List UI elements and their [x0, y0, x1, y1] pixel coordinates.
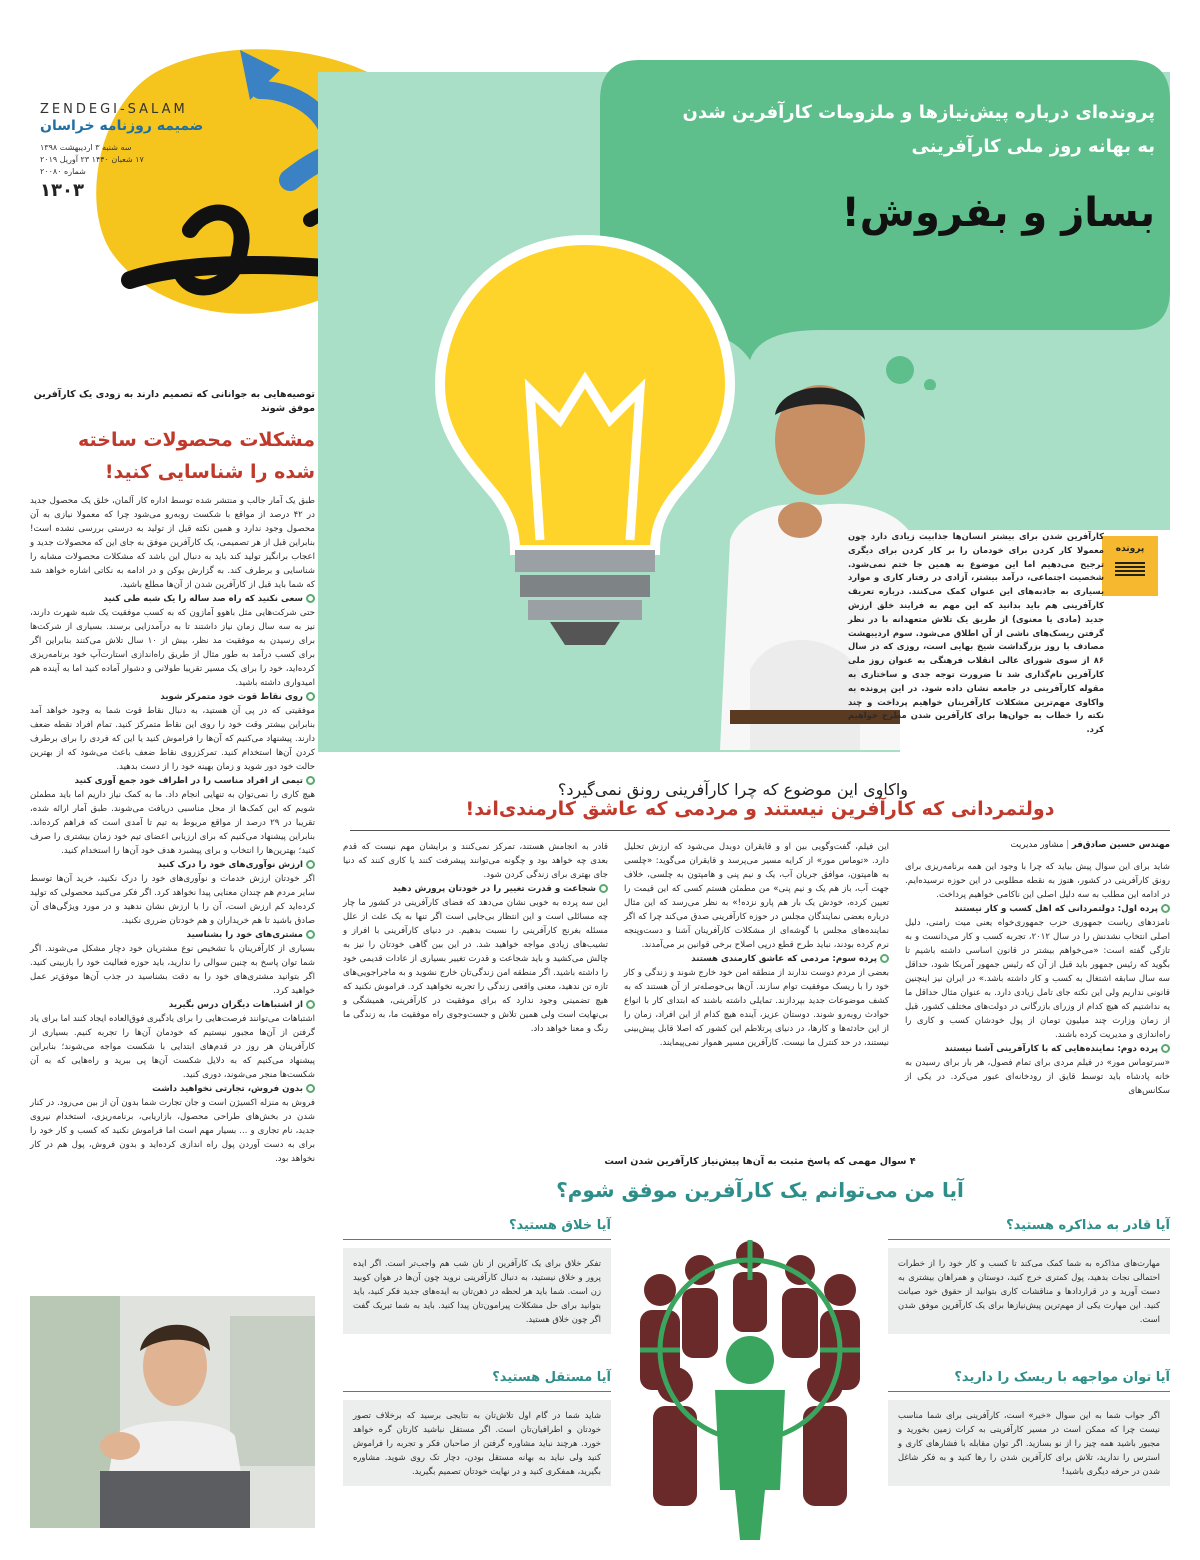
middle-col-1-body-2: «سرتوماس مور» در فیلم مردی برای تمام فصول، هر بار برای رسیدن به خانه پادشاه باید توسط قایق از رودخانه‌ای عبور می‌کرد. در یکی از سکانس‌های: [905, 1058, 1170, 1096]
questions-title: آیا من می‌توانم یک کارآفرین موفق شوم؟: [556, 1178, 964, 1202]
question-4: [343, 1370, 611, 1486]
left-section-head: [30, 592, 315, 606]
byline: مهندس حسین صادق‌فر | مشاور مدیریت: [1010, 840, 1170, 850]
question-2-answer: اگر جواب شما به این سوال «خیر» است، کارآفرینی برای شما مناسب نیست چرا که ممکن است در مسیر کارآفرینی به کرات زمین بخورید و مجبور باشید همه چیز را از نو بسازید. اگر توان مقابله با فشارهای کاری و استرس را ندارید، تلاش برای کارآفرین شدن را رها کنید و به فکر شاغل شدن در حرفه دیگری باشید!: [898, 1410, 1160, 1476]
left-section-head: [30, 858, 315, 872]
left-section-body: هیچ کاری را نمی‌توان به تنهایی انجام داد. ما به کمک نیاز داریم اما باید مطمئن شویم که این کمک‌ها از محل مناسبی دریافت می‌شوند. طبق آمار ارائه شده، تقریبا در ۲۹ درصد از مواقع مربوط به تیم تا آمدی است که فراهم کرده‌اند. بنابراین پیشنهاد می‌کنیم که برای ارزیابی اعضای تیم خود زمان بیشتری را صرف کنید؛ بهترین‌ها را انتخاب و برای پیشبرد هدف خود آن‌ها را استخدام کنید.: [30, 790, 315, 856]
questions-kicker: ۴ سوال مهمی که پاسخ مثبت به آن‌ها پیش‌نیاز کارآفرین شدن است: [604, 1156, 916, 1167]
question-2: [888, 1370, 1170, 1486]
bullet-icon: [306, 1000, 315, 1009]
masthead-date: [40, 142, 160, 178]
middle-article-kicker: واکاوی این موضوع که چرا کارآفرینی رونق نمی‌گیرد؟: [557, 780, 908, 799]
hero-kicker-line-1: پرونده‌ای درباره پیش‌نیازها و ملزومات کارآفرین شدن: [682, 102, 1155, 123]
date-line-1: سه شنبه ۳ اردیبهشت ۱۳۹۸: [40, 143, 132, 152]
bullet-icon: [599, 884, 608, 893]
middle-col-2-head: پرده سوم: مردمی که عاشق کارمندی هستند: [691, 954, 877, 964]
question-1: [888, 1218, 1170, 1334]
date-line-2: ۱۷ شعبان ۱۴۴۰ ۲۳ آوریل ۲۰۱۹: [40, 155, 144, 164]
left-section-head-text: مشتری‌های خود را بشناسید: [186, 930, 303, 940]
question-1-answer: مهارت‌های مذاکره به شما کمک می‌کند تا کسب و کار خود را از خطرات احتمالی نجات بدهید، پول کمتری خرج کنید، دوستان و همراهان بیشتری به دست آورید و در قراردادها و مناقشات کاری بتوانید از حقوق خود صیانت کنید. این مهارت یکی از مهم‌ترین پیش‌نیازها برای یک کارآفرین موفق شدن است.: [898, 1258, 1160, 1324]
middle-col-3-text: قادر به انجامش هستند، تمرکز نمی‌کنند و برایشان مهم نیست که قدم بعدی چه خواهد بود و چگونه می‌توانند پیشرفت کنند یا کاری کنند که دنیا جای بهتری برای زندگی کردن شود.: [343, 842, 608, 880]
middle-col-2-text: این فیلم، گفت‌وگویی بین او و قایقران دوبدل می‌شود که ارزش تحلیل دارد. «توماس مور» از کرایه مسیر می‌پرسد و قایقران می‌گوید: «چلسی به هامپتون، موافق جریان آب، یک و نیم پنی و هامپتون به چلسی، خلاف جهت آب، باز هم یک و نیم پنی» من مطمئن هستم کسی که این قیمت را تعیین کرده، خودش یک بار هم پارو نزده!» به نظر می‌رسد که این مثال درباره بعضی نمایندگان مجلس در حوزه کارآفرینی صدق می‌کند چرا که اگر نماینده‌های مجلس با گوشه‌ای از مشکلات کارآفرینان آشنا و دست‌وپنجه نرم کرده بودند، نباید طرح قطع درپی اصلاح برخی قوانین بر می‌آمدند.: [624, 842, 889, 950]
left-section-body: بسیاری از کارآفرینان با تشخیص نوع مشتریان خود دچار مشکل می‌شوند. اگر شما توان پاسخ به چنین سوالی را ندارید، باید حوزه فعالیت خود را بازبینی کنید. اگر بتوانید مشتری‌های خود را به دقت بشناسید در جذب آن‌ها موفق‌تر عمل خواهید کرد.: [30, 944, 315, 996]
bullet-icon: [306, 776, 315, 785]
bullet-icon: [306, 930, 315, 939]
question-2-title: آیا توان مواجهه با ریسک را دارید؟: [954, 1370, 1170, 1385]
middle-col-1: [905, 860, 1170, 1098]
byline-name: مهندس حسین صادق‌فر: [1071, 840, 1170, 850]
bullet-icon: [1161, 904, 1170, 913]
left-section-body: اگر خودتان ارزش خدمات و نوآوری‌های خود را درک نکنید، خرید آن‌ها توسط سایر مردم هم چندان معنایی پیدا نخواهد کرد. اگر فکر می‌کنید محصولی که تولید کرده‌اید کم ارزش است، آن را با ارزش نشان ندهید و در مورد ویژگی‌های آن صادق باشید تا هم خریداران و هم خودتان ضرری نکنید.: [30, 874, 315, 926]
middle-col-2-body: بعضی از مردم دوست ندارند از منطقه امن خود خارج شوند و زندگی و کار خود را با ریسک موفقیت توام سازند. آن‌ها بی‌حوصله‌تر از آن هستند که به کشف موضوعات جدید بپردازند. تمایلی داشته باشند که ابتدای کار با انواع حوادث روبه‌رو شوند. دوستان عزیز، آینده هیچ کدام از این افراد، زمان را از این حادثه‌ها و کارها، در دنیای پرتلاطم این کشور که اصلا قابل پیش‌بینی نیستند، در حد کنترل ما نیست. کارآفرین مسیر هموار نمی‌پیمایند.: [624, 968, 889, 1048]
divider: [350, 830, 1170, 831]
masthead-latin-name: ZENDEGI-SALAM: [40, 102, 188, 117]
question-3: [343, 1218, 611, 1334]
left-section-head-text: تیمی از افراد مناسب را در اطراف خود جمع آوری کنید: [74, 776, 303, 786]
left-section-head-text: از اشتباهات دیگران درس بگیرید: [168, 1000, 303, 1010]
middle-col-3: [343, 840, 608, 1036]
left-article-lead: طبق یک آمار جالب و منتشر شده توسط اداره کار آلمان، خلق یک محصول جدید در ۴۲ درصد از مواقع با شکست روبه‌رو می‌شود چرا که معمولا نیازی به آن محصول وجود ندارد و همین نکته قبل از تولید به درستی بررسی نشده است! بنابراین قبل از هر تصمیمی، یک کارآفرین موفق به جای این که محصولات جدید و اعجاب برانگیز تولید کند باید به دنبال این باشد که مشکلات محصولات مشابه را شناسایی و برطرف کند. به گزارش یوکن و در ادامه به نکاتی اشاره خواهد شد که شما باید قبل از کارآفرین شدن از آن‌ها مطلع باشید.: [30, 496, 315, 590]
issue-label: شماره ۲۰۰۸۰: [40, 167, 86, 176]
left-section-body: فروش به منزله اکسیژن است و جان تجارت شما بدون آن از بین می‌رود. در کنار شدن در بخش‌های طراحی محصول، بازاریابی، برنامه‌ریزی، استخدام نیروی جدید، نام تجاری و ... بسیار مهم است اما فراموش نکنید که کسب و کار خود را برای به دست آوردن پول راه اندازی کرده‌اید و بدون فروش، پول هم در کار نخواهد بود.: [30, 1098, 315, 1164]
bullet-icon: [880, 954, 889, 963]
middle-col-3-head: شجاعت و قدرت تغییر را در خودتان پرورش دهید: [392, 884, 596, 894]
left-section-head-text: بدون فروش، تجارتی نخواهید داشت: [152, 1084, 303, 1094]
left-section-head: [30, 774, 315, 788]
hero-title: بساز و بفروش!: [841, 190, 1155, 236]
bullet-icon: [306, 594, 315, 603]
left-article-sections: [30, 592, 315, 1166]
left-article-kicker: توصیه‌هایی به جوانانی که تصمیم دارند به زودی یک کارآفرین موفق شوند: [33, 389, 315, 414]
left-section-body: موفقیتی که در پی آن هستید، به دنبال نقاط قوت شما به وجود خواهد آمد بنابراین بیشتر وقت خود را روی این نقاط متمرکز کنید. تمام افراد نقطه ضعف دارند. پیشنهاد می‌کنیم که آن‌ها را فراموش کنید یا این که فردی را برای برطرف کردن آن‌ها استخدام کنید. تمرکزروی نقاط ضعف باعث می‌شود که از بهترین حالت خود دور شوید و زمان بهینه خود را از دست بدهید.: [30, 706, 315, 772]
left-section-body: اشتباهات می‌توانند فرصت‌هایی را برای یادگیری فوق‌العاده ایجاد کنند اما برای یاد گرفتن از آن‌ها مجبور نیستیم که خودمان آن‌ها را تجربه کنیم. بسیاری از کارآفرینان هر روز در قدم‌های ابتدایی با شکست مواجه می‌شوند؛ بنابراین پیشنهاد می‌کنیم که به دلایل شکست آن‌ها پی ببرید و راه‌هایی که به آن شکست‌ها منجر می‌شوند، دوری کنید.: [30, 1014, 315, 1080]
left-section-head-text: ارزش نوآوری‌های خود را درک کنید: [157, 860, 303, 870]
left-section-head: [30, 1082, 315, 1096]
left-section-head-text: سعی نکنید که راه صد ساله را یک شبه طی کنید: [103, 594, 303, 604]
middle-col-1-text: شاید برای این سوال پیش بیاید که چرا با وجود این همه برنامه‌ریزی برای رونق کارآفرینی در کشور، هنوز به نقطه مطلوبی در این حوزه نرسیده‌ایم. در ادامه این مطلب به سه دلیل اصلی این ناکامی خواهیم پرداخت.: [905, 862, 1170, 900]
left-article-title-2: شده را شناسایی کنید!: [104, 461, 315, 483]
question-1-title: آیا قادر به مذاکره هستید؟: [1006, 1218, 1170, 1233]
middle-col-1-head-2: پرده دوم: نماینده‌هایی که با کارآفرینی آشنا نیستند: [944, 1044, 1158, 1054]
left-article-title-1: مشکلات محصولات ساخته: [77, 429, 315, 451]
question-3-answer: تفکر خلاق برای یک کارآفرین از نان شب هم واجب‌تر است. اگر ایده پرور و خلاق نیستید، به دنبال کارآفرینی نروید چون آن‌ها در هوان کوبید زن است. شما باید هر لحظه در ذهن‌تان به ایده‌های جدید فکر کنید، باید بتوانید برای حل مشکلات پیرامون‌تان پیدا کنید. باید به شما تبریک گفت اگر چون خلاق هستید.: [353, 1258, 601, 1324]
question-4-title: آیا مستقل هستید؟: [492, 1370, 611, 1385]
middle-col-1-body-1: نامزدهای ریاست جمهوری حزب جمهوری‌خواه یعنی میت رامنی، دلیل اصلی انتخاب نشدنش را در سال ۲۰۱۲، تجربه کسب و کار می‌دانست و به تازگی گفته است: «می‌خواهم بیشتر در قانون اساسی داشته باشیم تا بگوید که رئیس جمهور باید قبل از آن که رئیس جمهور آمریکا شود، حداقل سه سال سابقه اشتغال به کسب و کار داشته باشد.» در ایران نیز اینچنین قانونی نداریم ولی این نکته جای تامل زیادی دارد. به عنوان مثال حداقل ما یه نداشتیم که هیچ کدام از وزرای بازرگانی در دولت‌های مختلف کشور، قبل از زمان وزارت چند میلیون تومان از پول خودشان کسب و کاری را راه‌اندازی و مدیریت کرده باشند.: [905, 918, 1170, 1040]
man-laptop-photo: [30, 1296, 315, 1528]
left-section-head: [30, 690, 315, 704]
bullet-icon: [1161, 1044, 1170, 1053]
bullet-icon: [306, 1084, 315, 1093]
badge-stripes-icon: [1115, 562, 1145, 576]
pronde-badge: [1102, 536, 1158, 596]
bullet-icon: [306, 860, 315, 869]
middle-col-3-body: این سه پرده به خوبی نشان می‌دهد که فضای کارآفرینی در کشور ما چار چه مسائلی است و این انتظار بی‌جایی است اگر تنها به یک علت از علل مسئله بغرنج کارآفرینی را نسبت بدهیم. در دنیای کارآفرینی با افراز و تشیب‌های زیادی مواجه خواهید شد. در این بین گاهی خودتان را نیز به چالش می‌کشید و باید شجاعت و قدرت تغییر بسیاری از عادات قدیمی خود را داشته باشید. اگر منطقه امن زندگی‌تان خارج نشوید و به ماجراجویی‌های تازه تن ندهید، معنی واقعی زندگی را تجربه نخواهید کرد. فراموش نکنید که هیچ تضمینی وجود ندارد که برای موفقیت در کارآفرینی، همیشگی و بی‌نهایت است ولی همین تلاش و جست‌وجوی راه موفقیت ما، به زندگی ما رنگ و معنا خواهد داد.: [343, 898, 608, 1034]
left-section-head: [30, 998, 315, 1012]
masthead-subtitle: ضمیمه روزنامه خراسان: [40, 118, 204, 134]
hero-kicker: [635, 96, 1155, 164]
middle-col-2: [624, 840, 889, 1050]
issue-number: ۱۳۰۳: [40, 180, 84, 201]
pronde-badge-label: پرونده: [1115, 544, 1145, 554]
hero-kicker-line-2: به بهانه روز ملی کارآفرینی: [911, 136, 1155, 157]
left-section-head-text: روی نقاط قوت خود متمرکز شوید: [160, 692, 303, 702]
left-section-body: حتی شرکت‌هایی مثل با‌هوو آمازون که به کسب موفقیت یک شبه شهرت دارند، نیز به سه سال زمان نیاز داشتند تا به درآمدزایی برسند. بسیاری از شرکت‌ها برای رسیدن به موفقیت مد نظر، بیش از ۱۰ سال تلاش می‌کنند بنابراین اگر برای کسب درآمد به طور مثال از طریق راه‌اندازی استارت‌آپ خود برنامه‌ریزی کرده‌اید، خود را برای یک مسیر تقریبا طولانی و دشوار آماده کنید اما به آینده هم امیدواری داشته باشید.: [30, 608, 315, 688]
question-4-answer: شاید شما در گام اول تلاش‌تان به نتایجی برسید که برخلاف تصور خودتان و اطرافیان‌تان است. اگر مستقل نباشید کارتان گره خواهد خورد. هرچند نباید مشاوره گرفتن از صاحبان فکر و تجربه را فراموش کنید ولی نباید به بهانه مستقل بودن، دچار تک روی شوید. مشاوره بگیرید، همفکری کنید و در نهایت خودتان تصمیم بگیرید.: [353, 1410, 601, 1476]
middle-article-title: دولتمردانی که کارآفرین نیستند و مردمی که عاشق کارمندی‌اند!: [465, 798, 1055, 820]
target-people-illustration: [620, 1210, 880, 1540]
left-section-head: [30, 928, 315, 942]
middle-col-1-head-1: پرده اول: دولتمردانی که اهل کسب و کار نیستند: [954, 904, 1158, 914]
bullet-icon: [306, 692, 315, 701]
byline-role: مشاور مدیریت: [1010, 840, 1064, 850]
question-3-title: آیا خلاق هستید؟: [508, 1218, 611, 1233]
intro-text: کارآفرین شدن برای بیشتر انسان‌ها جذابیت زیادی دارد چون معمولا کار کردن برای خودمان را بر کار کردن برای دیگری ترجیح می‌دهیم اما این موضوع به همین جا ختم نمی‌شود. شخصیت اجتماعی، درآمد بیشتر، آزادی در رفتار کاری و موارد بسیاری به جاذبه‌های این عنوان کمک می‌کنند. درباره تعریف کارآفرینی هم باید بدانید که این مهم به فرایند خلق ارزش جدید (مادی یا معنوی) از طریق یک تلاش متعهدانه با در نظر گرفتن ریسک‌های ناشی از آن اطلاق می‌شود. سوم اردیبهشت مصادف با روز بزرگداشت شیخ بهایی است، روزی که در سال ۸۶ از سوی شورای عالی انقلاب فرهنگی به عنوان روز ملی کارآفرین نام‌گذاری شد تا ضرورت توجه جدی و ساختاری به مقوله کارآفرینی در جامعه نشان داده شود. در این پرونده به واکاوی مهم‌ترین مشکلات کارآفرینان خواهیم پرداخت و چند نکته را خطاب به جوان‌ها برای کارآفرین شدن مطرح خواهیم کرد.: [848, 531, 1104, 735]
left-article: [30, 388, 315, 1166]
